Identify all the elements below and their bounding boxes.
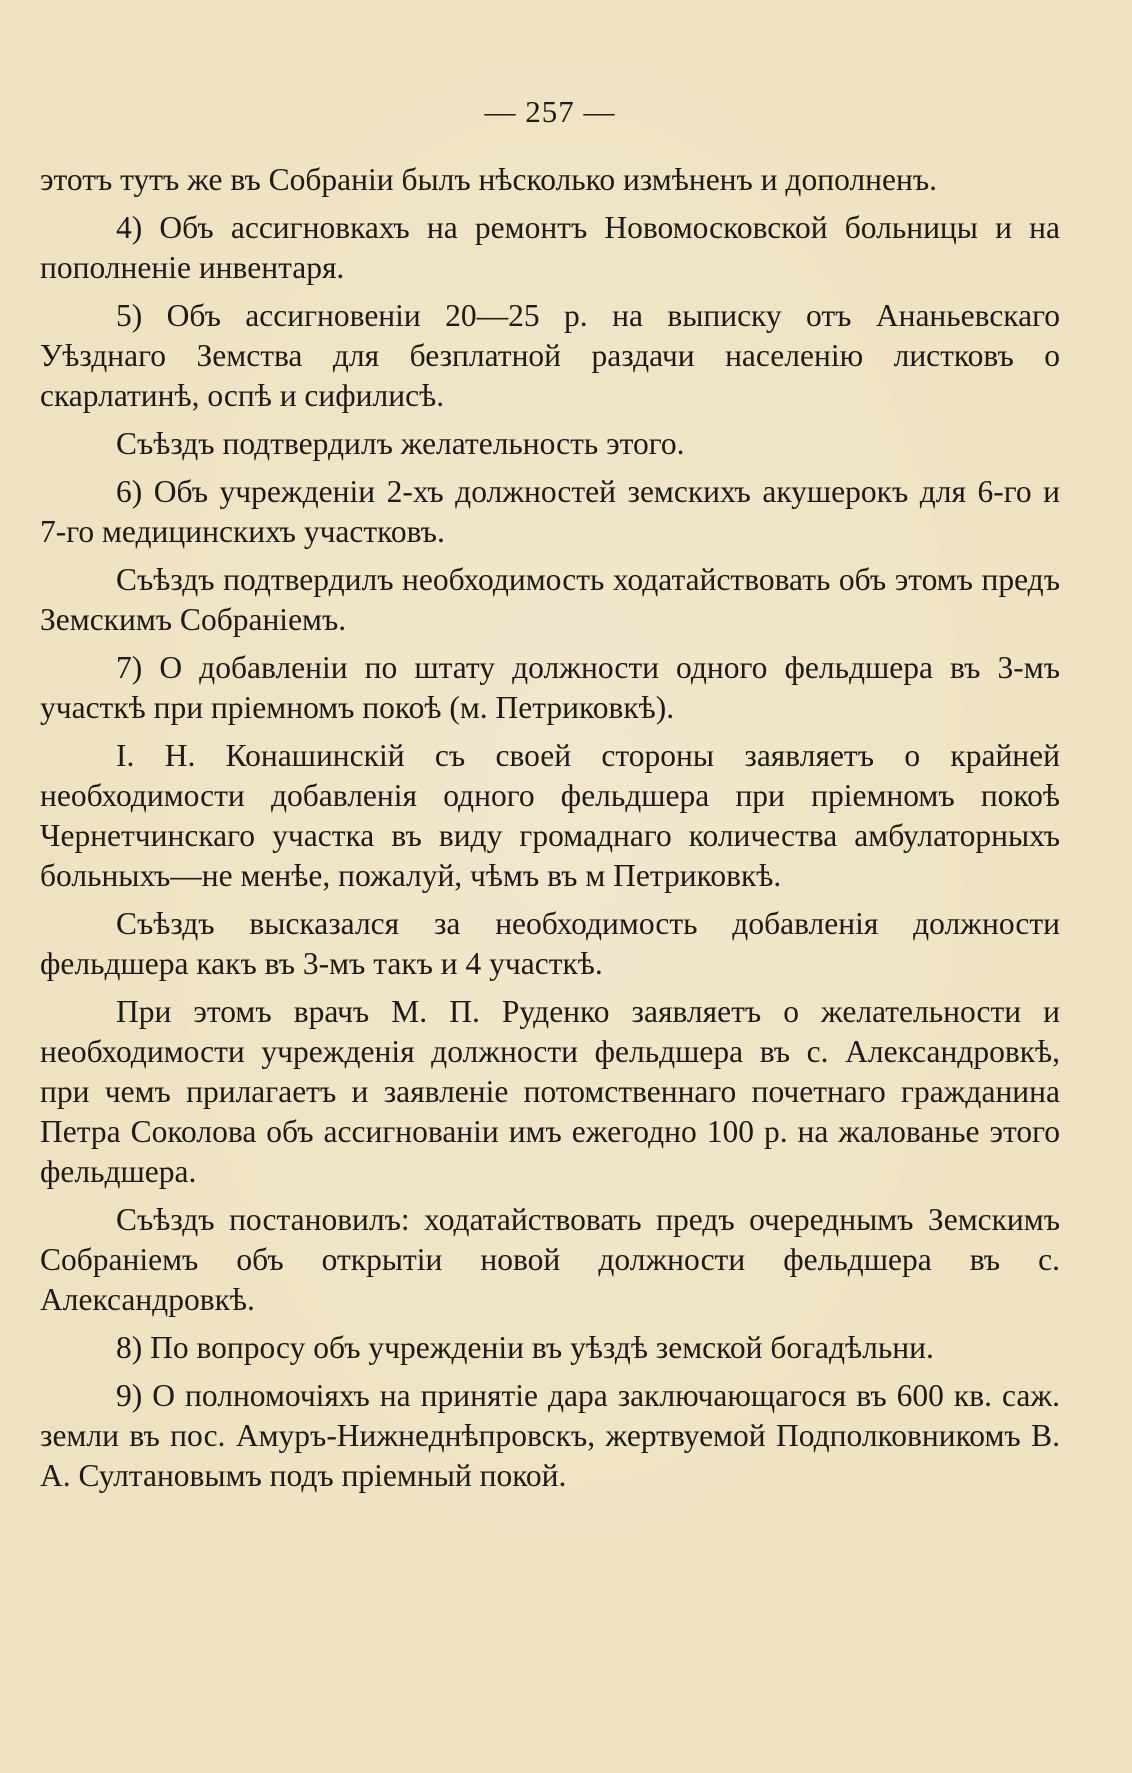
paragraph-item-9: 9) О полномочіяхъ на принятіе дара заключающагося въ 600 кв. саж. земли въ пос. Амуръ-Нижнеднѣпровскъ, жертвуемой Подполковникомъ В. А. Султановымъ подъ пріемный покой. bbox=[40, 1378, 1060, 1493]
paragraph-item-5: 5) Объ ассигновеніи 20—25 р. на выписку отъ Ананьевскаго Уѣзднаго Земства для безплатной раздачи населенію листковъ о скарлатинѣ, оспѣ и сифилисѣ. bbox=[40, 298, 1060, 413]
paragraph-item-4: 4) Объ ассигновкахъ на ремонтъ Новомосковской больницы и на пополненіе инвентаря. bbox=[40, 210, 1060, 285]
paragraph-item-6: 6) Объ учрежденіи 2-хъ должностей земскихъ акушерокъ для 6-го и 7-го медицинскихъ участковъ. bbox=[40, 474, 1060, 549]
page-body bbox=[40, 160, 1060, 1496]
page-number: — 257 — bbox=[484, 94, 616, 129]
paragraph-rudenko: При этомъ врачъ М. П. Руденко заявляетъ о желательности и необходимости учрежденія должности фельдшера въ с. Александровкѣ, при чемъ прилагаетъ и заявленіе потомственнаго почетнаго гражданина Петра Соколова объ ассигнованіи имъ ежегодно 100 р. на жалованье этого фельдшера. bbox=[40, 994, 1060, 1189]
paragraph-resolution-5: Съѣздъ подтвердилъ желательность этого. bbox=[116, 426, 685, 461]
paragraph-resolution-6: Съѣздъ подтвердилъ необходимость ходатайствовать объ этомъ предъ Земскимъ Собраніемъ. bbox=[40, 562, 1060, 637]
paragraph-item-8: 8) По вопросу объ учрежденіи въ уѣздѣ земской богадѣльни. bbox=[116, 1330, 934, 1365]
paragraph-resolution-7: Съѣздъ высказался за необходимость добавленія должности фельдшера какъ въ 3-мъ такъ и 4 участкѣ. bbox=[40, 906, 1060, 981]
paragraph-continuation: этотъ тутъ же въ Собраніи былъ нѣсколько измѣненъ и дополненъ. bbox=[40, 162, 937, 197]
paragraph-konashinsky: І. Н. Конашинскій съ своей стороны заявляетъ о крайней необходимости добавленія одного фельдшера при пріемномъ покоѣ Чернетчинскаго участка въ виду громаднаго количества амбулаторныхъ больныхъ—не менѣе, пожалуй, чѣмъ въ м Петриковкѣ. bbox=[40, 738, 1060, 893]
paragraph-item-7: 7) О добавленіи по штату должности одного фельдшера въ 3-мъ участкѣ при пріемномъ покоѣ (м. Петриковкѣ). bbox=[40, 650, 1060, 725]
paragraph-resolution-aleksandrovka: Съѣздъ постановилъ: ходатайствовать предъ очереднымъ Земскимъ Собраніемъ объ открытіи новой должности фельдшера въ с. Александровкѣ. bbox=[40, 1202, 1060, 1317]
